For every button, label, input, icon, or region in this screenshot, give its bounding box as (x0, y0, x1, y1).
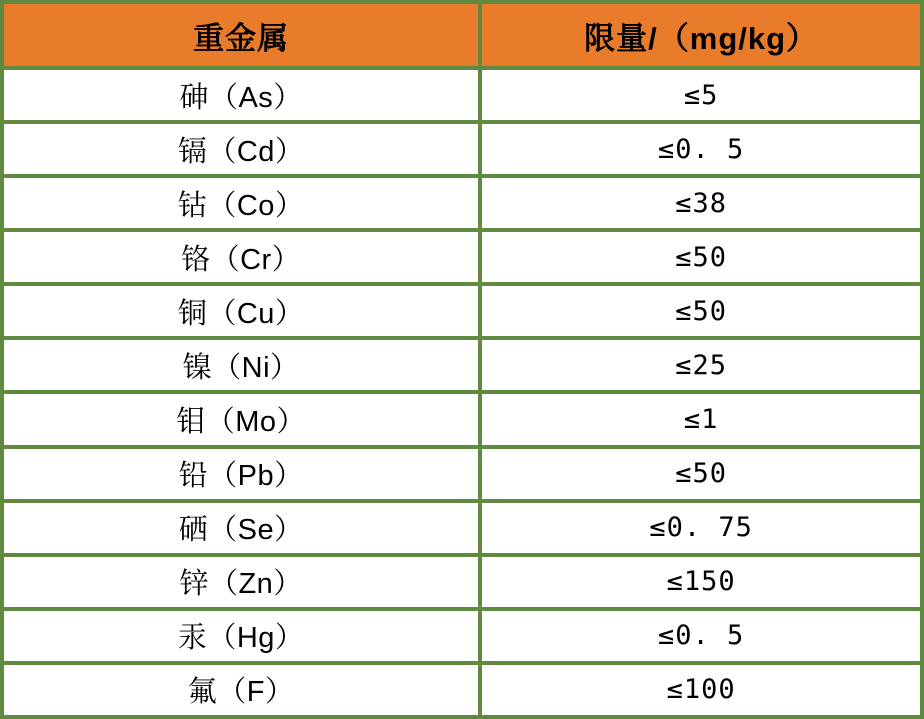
cell-metal: 汞（Hg） (4, 611, 478, 661)
cell-limit: ≤38 (482, 178, 920, 228)
cell-limit: ≤1 (482, 394, 920, 444)
cell-limit: ≤50 (482, 232, 920, 282)
cell-limit: ≤5 (482, 70, 920, 120)
cell-limit: ≤150 (482, 557, 920, 607)
table-row (4, 340, 920, 390)
cell-limit: ≤50 (482, 449, 920, 499)
table-row (4, 557, 920, 607)
cell-limit: ≤50 (482, 286, 920, 336)
table-row (4, 449, 920, 499)
table-row (4, 124, 920, 174)
table-row (4, 665, 920, 715)
table-row (4, 394, 920, 444)
table-body (4, 70, 920, 715)
column-header-metal: 重金属 (4, 4, 478, 66)
cell-metal: 钼（Mo） (4, 394, 478, 444)
column-header-limit: 限量/（mg/kg） (482, 4, 920, 66)
table-row (4, 70, 920, 120)
table-header-row (4, 4, 920, 66)
cell-metal: 镉（Cd） (4, 124, 478, 174)
table-row (4, 286, 920, 336)
cell-metal: 氟（F） (4, 665, 478, 715)
cell-limit: ≤100 (482, 665, 920, 715)
cell-metal: 硒（Se） (4, 503, 478, 553)
table-row (4, 611, 920, 661)
table-row (4, 178, 920, 228)
cell-metal: 铜（Cu） (4, 286, 478, 336)
table-header (4, 4, 920, 66)
cell-metal: 锌（Zn） (4, 557, 478, 607)
cell-metal: 铅（Pb） (4, 449, 478, 499)
cell-metal: 钴（Co） (4, 178, 478, 228)
cell-limit: ≤25 (482, 340, 920, 390)
cell-metal: 铬（Cr） (4, 232, 478, 282)
cell-limit: ≤0. 5 (482, 611, 920, 661)
cell-metal: 砷（As） (4, 70, 478, 120)
table-row (4, 232, 920, 282)
cell-limit: ≤0. 5 (482, 124, 920, 174)
table-row (4, 503, 920, 553)
cell-limit: ≤0. 75 (482, 503, 920, 553)
cell-metal: 镍（Ni） (4, 340, 478, 390)
